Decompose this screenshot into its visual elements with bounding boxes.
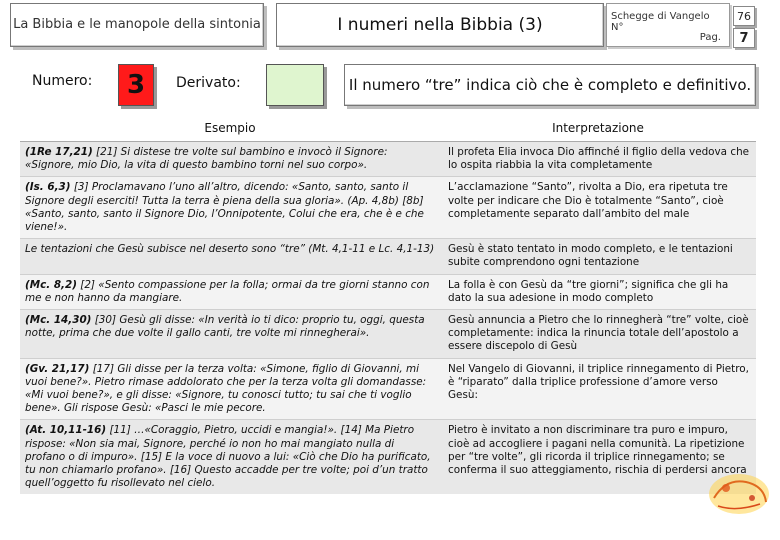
example-reference: (At. 10,11-16) xyxy=(25,424,107,437)
table-row xyxy=(20,274,756,309)
example-reference: (Mc. 14,30) xyxy=(25,314,92,327)
example-reference: (1Re 17,21) xyxy=(25,146,93,158)
example-text: [21] Si distese tre volte sul bambino e invocò il Signore: «Signore, mio Dio, la vita di questo bambino torni nel suo corpo». xyxy=(25,146,388,172)
column-header-example: Esempio xyxy=(20,115,440,142)
interpretation-cell: Il profeta Elia invoca Dio affinché il figlio della vedova che lo ospita riabbia la vita completamente xyxy=(440,142,756,177)
interpretation-cell: Nel Vangelo di Giovanni, il triplice rinnegamento di Pietro, è “riparato” dalla triplice professione d’amore verso Gesù: xyxy=(440,358,756,420)
example-cell xyxy=(20,310,440,359)
table-header-row xyxy=(20,115,756,142)
table-row xyxy=(20,310,756,359)
example-cell xyxy=(20,177,440,239)
series-title: La Bibbia e le manopole della sintonia xyxy=(13,17,261,32)
page-title-box xyxy=(276,3,604,47)
series-title-box xyxy=(10,3,264,47)
example-cell xyxy=(20,274,440,309)
example-cell xyxy=(20,358,440,420)
publication-name: Schegge di Vangelo xyxy=(611,11,710,22)
table-row xyxy=(20,358,756,420)
publication-box xyxy=(606,3,730,47)
example-cell xyxy=(20,142,440,177)
interpretation-cell: Gesù è stato tentato in modo completo, e le tentazioni subite comprendono ogni tentazione xyxy=(440,239,756,274)
page-title: I numeri nella Bibbia (3) xyxy=(337,15,543,35)
example-text: [3] Proclamavano l’uno all’altro, dicendo: «Santo, santo, santo il Signore degli eserciti! Tutta la terra è piena della sua gloria». (Ap. 4,8b) [8b] «Santo, santo, santo il Signore Dio, l’Onnipotente, Colui che era, che è e che viene!». xyxy=(25,181,424,234)
example-reference: (Mc. 8,2) xyxy=(25,278,77,291)
table-row xyxy=(20,142,756,177)
interpretation-cell: L’acclamazione “Santo”, rivolta a Dio, era ripetuta tre volte per indicare che Dio è totalmente “Santo”, cioè completamente separato dall’ambito del male xyxy=(440,177,756,239)
example-cell xyxy=(20,420,440,495)
example-text: [11] …«Coraggio, Pietro, uccidi e mangia!». [14] Ma Pietro rispose: «Non sia mai, Signore, perché io non ho mai mangiato nulla di profano o di impuro». [15] E la voce di nuovo a lui: «Ciò che Dio ha purificato, tu non chiamarlo profano». [16] Questo accadde per tre volte; poi d’un tratto quell’oggetto fu risollevato nel cielo. xyxy=(25,424,431,490)
page-number: 7 xyxy=(733,28,755,48)
issue-number-label: N° xyxy=(611,22,624,33)
meaning-box xyxy=(344,64,756,106)
page-label: Pag. xyxy=(699,32,721,43)
example-text: [30] Gesù gli disse: «In verità io ti dico: proprio tu, oggi, questa notte, prima che due volte il gallo canti, tre volte mi rinnegherai». xyxy=(25,314,425,340)
example-reference: (Is. 6,3) xyxy=(25,181,71,194)
table-row xyxy=(20,239,756,274)
table-body xyxy=(20,142,756,495)
example-reference: (Gv. 21,17) xyxy=(25,362,90,375)
interpretation-cell: Gesù annuncia a Pietro che lo rinnegherà “tre” volte, cioè completamente: indica la rinuncia totale dell’apostolo a essere discepolo di Gesù xyxy=(440,310,756,359)
derivato-value-box xyxy=(266,64,324,106)
numero-label: Numero: xyxy=(32,73,93,89)
example-text: Le tentazioni che Gesù subisce nel deserto sono “tre” (Mt. 4,1-11 e Lc. 4,1-13) xyxy=(25,243,435,256)
schegge-logo-icon xyxy=(706,468,772,518)
derivato-label: Derivato: xyxy=(176,75,241,91)
table-row xyxy=(20,177,756,239)
meaning-text: Il numero “tre” indica ciò che è completo e definitivo. xyxy=(348,76,752,94)
example-cell xyxy=(20,239,440,274)
interpretation-cell: Pietro è invitato a non discriminare tra puro e impuro, cioè ad accogliere i pagani nella comunità. La ripetizione per “tre volte”, gli ricorda il triplice rinnegamento; se conferma il suo atteggiamento, rischia di perdersi ancora xyxy=(440,420,756,495)
examples-table xyxy=(20,115,756,494)
issue-number: 76 xyxy=(733,6,755,26)
column-header-interpretation: Interpretazione xyxy=(440,115,756,142)
table-row xyxy=(20,420,756,495)
example-text: [17] Gli disse per la terza volta: «Simone, figlio di Giovanni, mi vuoi bene?». Pietro rimase addolorato che per la terza volta gli domandasse: «Mi vuoi bene?», e gli disse: «Signore, tu conosci tutto; tu sai che ti voglio bene». Gli rispose Gesù: «Pasci le mie pecore. xyxy=(25,362,427,415)
interpretation-cell: La folla è con Gesù da “tre giorni”; significa che gli ha dato la sua adesione in modo completo xyxy=(440,274,756,309)
numero-value-box: 3 xyxy=(118,64,154,106)
example-text: [2] «Sento compassione per la folla; ormai da tre giorni stanno con me e non hanno da mangiare. xyxy=(25,278,430,304)
